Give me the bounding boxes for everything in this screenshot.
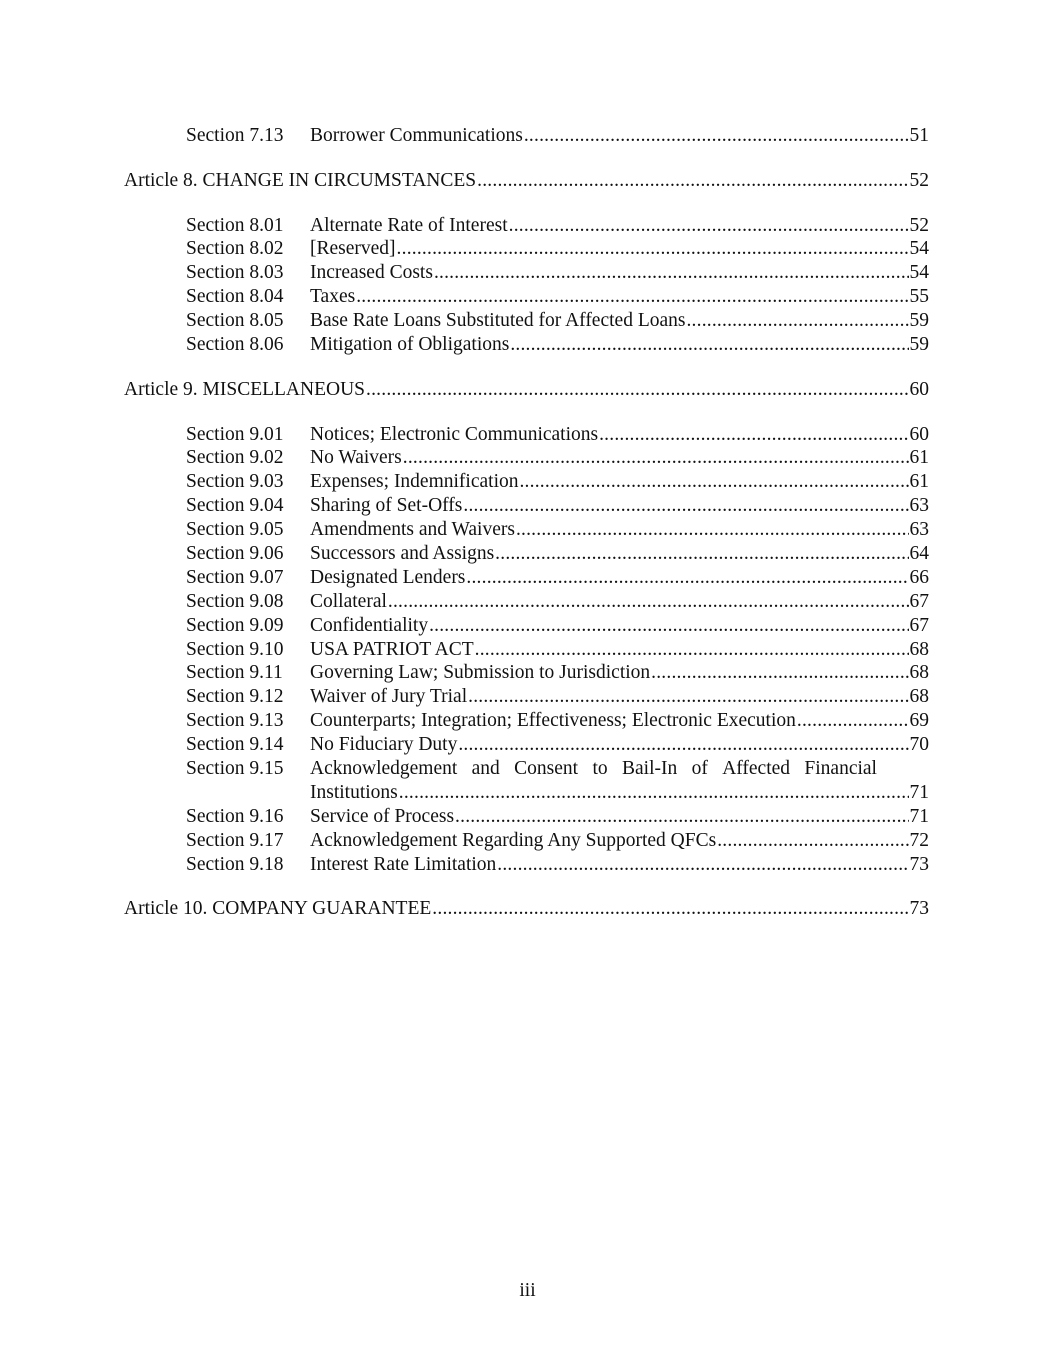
section-number: Section 8.05 xyxy=(186,310,284,332)
section-number: Section 9.06 xyxy=(186,543,284,565)
toc-entry xyxy=(0,261,1055,285)
dot-leader xyxy=(397,237,909,261)
section-number: Section 9.16 xyxy=(186,805,284,827)
dot-leader xyxy=(524,124,909,148)
section-title: Taxes xyxy=(310,286,356,308)
page-ref: 51 xyxy=(909,125,929,146)
section-number: Section 9.02 xyxy=(186,447,284,469)
page-ref: 73 xyxy=(909,853,929,875)
page-ref: 68 xyxy=(909,686,929,708)
section-title: Expenses; Indemnification xyxy=(310,471,519,493)
article-title: Article 8. CHANGE IN CIRCUMSTANCES xyxy=(124,169,477,191)
toc-entry xyxy=(0,661,1055,685)
section-title: Interest Rate Limitation xyxy=(310,853,497,875)
title-word: Affected xyxy=(722,758,791,780)
page-ref: 54 xyxy=(909,238,929,260)
toc-entry xyxy=(0,709,1055,733)
page-ref: 59 xyxy=(909,334,929,356)
toc-entry xyxy=(0,237,1055,261)
dot-leader xyxy=(403,446,909,470)
section-number: Section 9.15 xyxy=(186,758,284,780)
dot-leader xyxy=(519,470,908,494)
section-title: Notices; Electronic Communications xyxy=(310,423,599,445)
article-title: Article 10. COMPANY GUARANTEE xyxy=(124,898,432,920)
toc-entry xyxy=(0,518,1055,542)
page-ref: 68 xyxy=(909,662,929,684)
toc-entry xyxy=(0,423,1055,447)
toc-entry-article-8 xyxy=(0,169,1055,193)
section-number: Section 9.09 xyxy=(186,614,284,636)
section-number: Section 9.04 xyxy=(186,495,284,517)
section-title: Increased Costs xyxy=(310,262,433,284)
section-number: Section 8.06 xyxy=(186,334,284,356)
page-ref: 63 xyxy=(909,519,929,541)
page-ref: 67 xyxy=(909,590,929,612)
toc-entry-section-7-13 xyxy=(0,124,1055,148)
section-title: Alternate Rate of Interest xyxy=(310,214,508,236)
section-number: Section 9.14 xyxy=(186,734,284,756)
dot-leader xyxy=(475,638,909,662)
section-number: Section 9.12 xyxy=(186,686,284,708)
page-ref: 60 xyxy=(909,423,929,445)
dot-leader xyxy=(458,733,908,757)
page-ref: 69 xyxy=(909,710,929,732)
title-word: and xyxy=(471,758,500,780)
toc-entry xyxy=(0,494,1055,518)
page-ref: 52 xyxy=(909,169,929,191)
section-title: Collateral xyxy=(310,590,387,612)
section-number: Section 9.07 xyxy=(186,566,284,588)
section-title: Counterparts; Integration; Effectiveness; Electronic Execution xyxy=(310,710,796,732)
section-title: Sharing of Set-Offs xyxy=(310,495,463,517)
section-number: Section 9.05 xyxy=(186,519,284,541)
section-title: Designated Lenders xyxy=(310,566,466,588)
section-title: [Reserved] xyxy=(310,238,396,260)
section-number: Section 7.13 xyxy=(186,125,284,146)
toc-entry xyxy=(0,733,1055,757)
section-title: Successors and Assigns xyxy=(310,543,495,565)
title-word: Financial xyxy=(804,758,877,780)
section-title: Waiver of Jury Trial xyxy=(310,686,468,708)
dot-leader xyxy=(432,897,908,921)
toc-entry xyxy=(0,470,1055,494)
title-word: of xyxy=(691,758,708,780)
toc-entry-section-9-15 xyxy=(0,757,1055,781)
section-title: USA PATRIOT ACT xyxy=(310,638,474,660)
section-number: Section 8.02 xyxy=(186,238,284,260)
toc-entry xyxy=(0,566,1055,590)
dot-leader xyxy=(463,494,908,518)
page-ref: 61 xyxy=(909,471,929,493)
section-number: Section 9.10 xyxy=(186,638,284,660)
dot-leader xyxy=(399,781,909,805)
section-number: Section 9.03 xyxy=(186,471,284,493)
section-number: Section 9.18 xyxy=(186,853,284,875)
page-ref: 54 xyxy=(909,262,929,284)
section-title-line-2: Institutions xyxy=(310,781,398,803)
page-ref: 71 xyxy=(909,781,929,803)
dot-leader xyxy=(477,169,908,193)
toc-entry xyxy=(0,829,1055,853)
dot-leader xyxy=(388,590,909,614)
page-ref: 73 xyxy=(909,898,929,920)
page-ref: 68 xyxy=(909,638,929,660)
toc-entry-section-9-15-cont xyxy=(0,781,1055,805)
section-title: No Waivers xyxy=(310,447,402,469)
toc-entry xyxy=(0,638,1055,662)
title-word: to xyxy=(592,758,608,780)
page-ref: 63 xyxy=(909,495,929,517)
section-number: Section 9.08 xyxy=(186,590,284,612)
toc-entry xyxy=(0,590,1055,614)
dot-leader xyxy=(468,685,908,709)
dot-leader xyxy=(717,829,908,853)
page-ref: 71 xyxy=(909,805,929,827)
section-title: No Fiduciary Duty xyxy=(310,734,458,756)
dot-leader xyxy=(497,853,908,877)
toc-entry xyxy=(0,333,1055,357)
section-title: Service of Process xyxy=(310,805,455,827)
toc-entry xyxy=(0,853,1055,877)
page-ref: 60 xyxy=(909,378,929,400)
dot-leader xyxy=(429,614,908,638)
section-title-line-1 xyxy=(310,757,877,781)
page-ref: 66 xyxy=(909,566,929,588)
section-number: Section 8.03 xyxy=(186,262,284,284)
toc-entry xyxy=(0,685,1055,709)
page-ref: 64 xyxy=(909,543,929,565)
dot-leader xyxy=(797,709,909,733)
article-9-sections-continued xyxy=(0,805,1055,877)
toc-entry xyxy=(0,614,1055,638)
section-number: Section 9.13 xyxy=(186,710,284,732)
toc-entry xyxy=(0,285,1055,309)
article-8-sections xyxy=(0,214,1055,357)
toc-entry-article-9 xyxy=(0,378,1055,402)
page-ref: 55 xyxy=(909,286,929,308)
section-title: Borrower Communications xyxy=(310,125,523,146)
title-word: Acknowledgement xyxy=(310,758,458,780)
dot-leader xyxy=(495,542,908,566)
dot-leader xyxy=(686,309,908,333)
section-number: Section 8.04 xyxy=(186,286,284,308)
dot-leader xyxy=(651,661,908,685)
toc-entry-article-10 xyxy=(0,897,1055,921)
section-title: Governing Law; Submission to Jurisdiction xyxy=(310,662,651,684)
page-ref: 59 xyxy=(909,310,929,332)
toc-entry xyxy=(0,214,1055,238)
toc-entry xyxy=(0,446,1055,470)
section-number: Section 9.11 xyxy=(186,662,283,684)
dot-leader xyxy=(599,423,908,447)
section-title: Confidentiality xyxy=(310,614,429,636)
section-title: Base Rate Loans Substituted for Affected Loans xyxy=(310,310,686,332)
article-9-sections xyxy=(0,423,1055,757)
dot-leader xyxy=(366,378,908,402)
table-of-contents xyxy=(0,124,1055,921)
toc-entry xyxy=(0,805,1055,829)
page-ref: 67 xyxy=(909,614,929,636)
section-number: Section 9.17 xyxy=(186,829,284,851)
dot-leader xyxy=(356,285,908,309)
page-ref: 52 xyxy=(909,214,929,236)
page-number: iii xyxy=(519,1280,536,1301)
section-title: Acknowledgement Regarding Any Supported QFCs xyxy=(310,829,717,851)
page-ref: 61 xyxy=(909,447,929,469)
dot-leader xyxy=(466,566,908,590)
toc-entry xyxy=(0,542,1055,566)
section-number: Section 9.01 xyxy=(186,423,284,445)
section-title: Mitigation of Obligations xyxy=(310,334,510,356)
title-word: Consent xyxy=(514,758,579,780)
page-ref: 72 xyxy=(909,829,929,851)
dot-leader xyxy=(455,805,908,829)
section-title: Amendments and Waivers xyxy=(310,519,515,541)
dot-leader xyxy=(510,333,908,357)
section-number: Section 8.01 xyxy=(186,214,284,236)
dot-leader xyxy=(509,214,909,238)
title-word: Bail-In xyxy=(621,758,678,780)
dot-leader xyxy=(516,518,909,542)
toc-entry xyxy=(0,309,1055,333)
page-ref: 70 xyxy=(909,734,929,756)
article-title: Article 9. MISCELLANEOUS xyxy=(124,378,366,400)
dot-leader xyxy=(434,261,909,285)
